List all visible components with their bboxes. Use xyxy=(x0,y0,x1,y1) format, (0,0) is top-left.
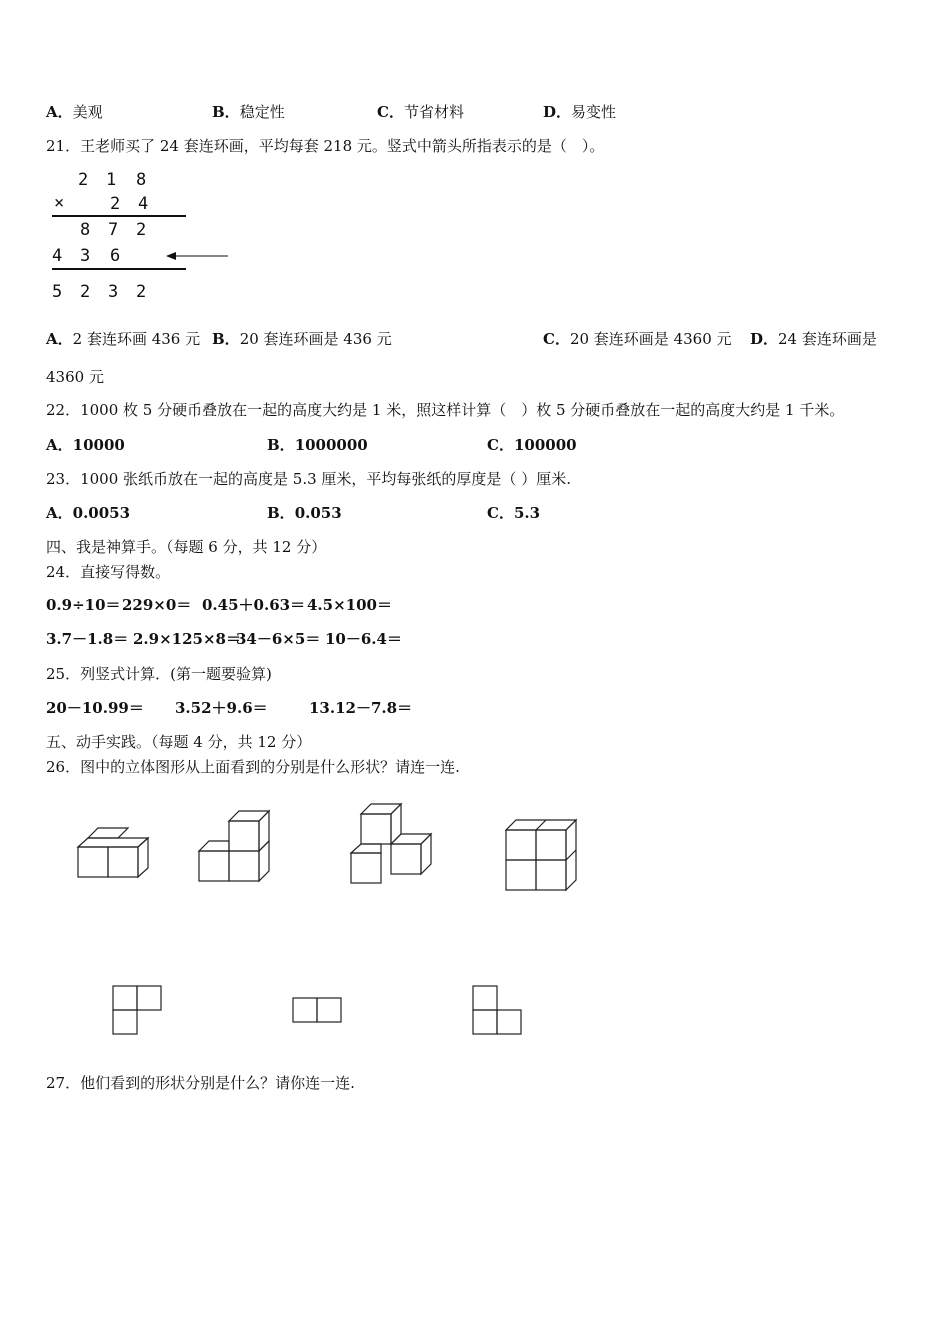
q21-option-d: D．24 套连环画是 xyxy=(750,330,877,348)
q24-expression: 0.9÷10＝ xyxy=(46,596,121,614)
q21-option-a: A．2 套连环画 436 元 xyxy=(46,330,201,348)
calc-digit: 1 xyxy=(106,170,117,190)
q20-option-c: C．节省材料 xyxy=(377,103,464,121)
calc-digit: 4 xyxy=(138,194,149,214)
q20-option-a: A．美观 xyxy=(46,103,103,121)
q25-expression: 13.12－7.8＝ xyxy=(309,699,413,717)
q24-expression: 3.7－1.8＝ xyxy=(46,630,129,648)
section-4-title: 四、我是神算手。（每题 6 分，共 12 分） xyxy=(46,538,327,556)
q26-stem: 26．图中的立体图形从上面看到的分别是什么形状？请连一连. xyxy=(46,758,460,776)
q25-stem: 25．列竖式计算．(第一题要验算) xyxy=(46,665,272,683)
calc-digit: 7 xyxy=(108,220,119,240)
q23-option-c: C．5.3 xyxy=(487,504,541,522)
q24-expression: 10－6.4＝ xyxy=(325,630,402,648)
q23-stem: 23．1000 张纸币放在一起的高度是 5.3 厘米，平均每张纸的厚度是（ ）厘米. xyxy=(46,470,571,488)
top-view-shape-2 xyxy=(293,998,341,1022)
calc-digit: 6 xyxy=(110,246,121,266)
q20-option-b: B．稳定性 xyxy=(212,103,285,121)
q23-option-b: B．0.053 xyxy=(267,504,342,522)
q21-option-c: C．20 套连环画是 4360 元 xyxy=(543,330,732,348)
q25-expression: 20－10.99＝ xyxy=(46,699,144,717)
q21-option-b: B．20 套连环画是 436 元 xyxy=(212,330,392,348)
calc-digit: 2 xyxy=(136,220,147,240)
section-5-title: 五、动手实践。（每题 4 分，共 12 分） xyxy=(46,733,312,751)
q22-option-b: B．1000000 xyxy=(267,436,368,454)
q24-expression: 4.5×100＝ xyxy=(307,596,392,614)
calc-digit: 2 xyxy=(80,282,91,302)
cube-solid-2 xyxy=(199,811,269,881)
calc-digit: 2 xyxy=(136,282,147,302)
calc-digit: 4 xyxy=(52,246,63,266)
calc-digit: 2 xyxy=(110,194,121,214)
calc-digit: 8 xyxy=(136,170,147,190)
q24-stem: 24．直接写得数。 xyxy=(46,563,171,581)
q24-expression: 0.45＋0.63＝ xyxy=(202,596,306,614)
q24-expression: 2.9×125×8＝ xyxy=(133,630,241,648)
q21-option-d-continued: 4360 元 xyxy=(46,368,104,386)
q22-stem: 22．1000 枚 5 分硬币叠放在一起的高度大约是 1 米，照这样计算（ ）枚 5 分硬币叠放在一起的高度大约是 1 千米。 xyxy=(46,401,845,419)
cube-solid-1 xyxy=(78,828,148,877)
calc-digit: 3 xyxy=(108,282,119,302)
cube-solid-4 xyxy=(506,820,576,890)
calc-digit: 2 xyxy=(78,170,89,190)
cube-solid-3 xyxy=(351,804,431,883)
q24-expression: 229×0＝ xyxy=(122,596,192,614)
q27-stem: 27．他们看到的形状分别是什么？请你连一连. xyxy=(46,1074,355,1092)
calc-digit: 8 xyxy=(80,220,91,240)
q25-expression: 3.52＋9.6＝ xyxy=(175,699,268,717)
q21-stem: 21．王老师买了 24 套连环画，平均每套 218 元。竖式中箭头所指表示的是（ ）。 xyxy=(46,137,605,155)
q23-option-a: A．0.0053 xyxy=(46,504,131,522)
q20-option-d: D．易变性 xyxy=(543,103,617,121)
top-view-shape-1 xyxy=(113,986,161,1034)
calc-digit: 3 xyxy=(80,246,91,266)
q22-option-a: A．10000 xyxy=(46,436,125,454)
times-sign: × xyxy=(54,193,65,213)
q24-expression: 34－6×5＝ xyxy=(236,630,321,648)
top-view-shape-3 xyxy=(473,986,521,1034)
q22-option-c: C．100000 xyxy=(487,436,577,454)
calc-digit: 5 xyxy=(52,282,63,302)
